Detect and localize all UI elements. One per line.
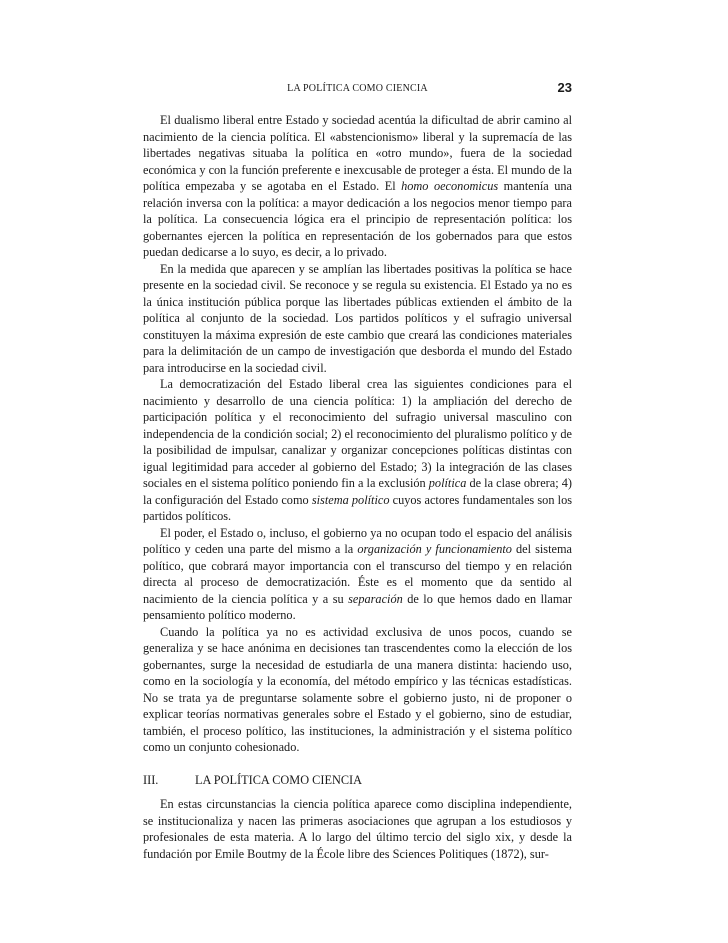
paragraph: [143, 525, 572, 624]
paragraph: [143, 376, 572, 525]
paragraph: [143, 796, 572, 862]
text-segment: El dualismo liberal entre Estado y sociedad acentúa la dificultad de abrir camino al nacimiento de la ciencia política. El «abstencionismo» liberal y la supremacía de las libertades negativas situaba la política en «otro mundo», fuera de la sociedad económica y con la función preferente e inexcusable de proteger a ésta. El mundo de la política empezaba y se agotaba en el Estado. El: [143, 113, 572, 193]
text-segment: El poder, el Estado o, incluso, el gobierno ya no ocupan todo el espacio del análisis político y ceden una parte del mismo a la: [143, 525, 572, 556]
section-title: LA POLÍTICA COMO CIENCIA: [195, 772, 363, 787]
text-segment: de la clase obrera; 4) la configuración del Estado como: [143, 476, 572, 507]
text-segment: cuyos actores fundamentales son los partidos políticos.: [143, 492, 572, 523]
paragraph-list: [143, 112, 572, 756]
section-heading: [143, 772, 572, 789]
italic-text: separación: [348, 591, 403, 606]
italic-text: política: [428, 476, 467, 490]
text-segment: En estas circunstancias la ciencia política aparece como disciplina independiente, se institucionaliza y nacen las primeras asociaciones que agrupan a los estudiosos y profesionales de esta materia. A lo largo del último tercio del siglo xix, y desde la fundación por Emile Boutmy de la École libre des Sciences Politiques (1872), sur-: [143, 797, 572, 861]
section-paragraph-list: [143, 796, 572, 862]
text-segment: de lo que hemos dado en llamar pensamiento político moderno.: [143, 591, 572, 622]
running-head: [143, 80, 572, 100]
section-number: III.: [143, 772, 159, 787]
italic-text: homo oeconomicus: [401, 179, 499, 193]
text-segment: La democratización del Estado liberal crea las siguientes condiciones para el nacimiento y desarrollo de una ciencia política: 1) la ampliación del derecho de participación política y el reconocimiento del sufragio universal masculino con independencia de la condición social; 2) el reconocimiento del pluralismo político y de la posibilidad de impulsar, canalizar y organizar concepciones políticas distintas con igual legitimidad para acceder al gobierno del Estado; 3) la integración de las clases sociales en el sistema político poniendo fin a la exclusión: [143, 377, 572, 490]
document-page: [143, 80, 572, 862]
text-segment: En la medida que aparecen y se amplían las libertades positivas la política se hace presente en la sociedad civil. Se reconoce y se regula su existencia. El Estado ya no es la única institución pública porque las libertades públicas extienden el ámbito de la política al conjunto de la sociedad. Los partidos políticos y el sufragio universal constituyen la máxima expresión de este cambio que creará las condiciones materiales para la delimitación de un campo de investigación que desborda el mundo del Estado para introducirse en la sociedad civil.: [143, 261, 572, 375]
text-segment: del sistema político, que cobrará mayor importancia con el transcurso del tiempo y en relación directa al proceso de democratización. Éste es el momento que da sentido al nacimiento de la ciencia política y a su: [143, 542, 572, 606]
paragraph: [143, 261, 572, 377]
italic-text: sistema político: [311, 492, 390, 507]
paragraph: [143, 112, 572, 261]
text-segment: mantenía una relación inversa con la política: a mayor dedicación a los negocios menor tiempo para la política. La consecuencia lógica era el principio de representación política: los gobernantes ejercen la política en representación de los gobernados para que estos puedan dedicarse a lo suyo, es decir, a lo privado.: [143, 179, 572, 259]
running-title: LA POLÍTICA COMO CIENCIA: [287, 83, 428, 94]
page-number: 23: [557, 80, 572, 95]
italic-text: organización y funcionamiento: [357, 542, 512, 556]
paragraph: [143, 624, 572, 756]
text-segment: Cuando la política ya no es actividad exclusiva de unos pocos, cuando se generaliza y se hace anónima en decisiones tan trascendentes como la elección de los gobernantes, surge la necesidad de estudiarla de una manera distinta: haciendo uso, como en la sociología y la economía, del método empírico y las técnicas estadísticas. No se trata ya de preguntarse solamente sobre el gobierno justo, ni de proponer o explicar teorías normativas generales sobre el Estado y el gobierno, sino de estudiar, también, el proceso político, las instituciones, la administración y el sistema político como un conjunto cohesionado.: [143, 624, 572, 754]
body-text: [143, 112, 572, 862]
